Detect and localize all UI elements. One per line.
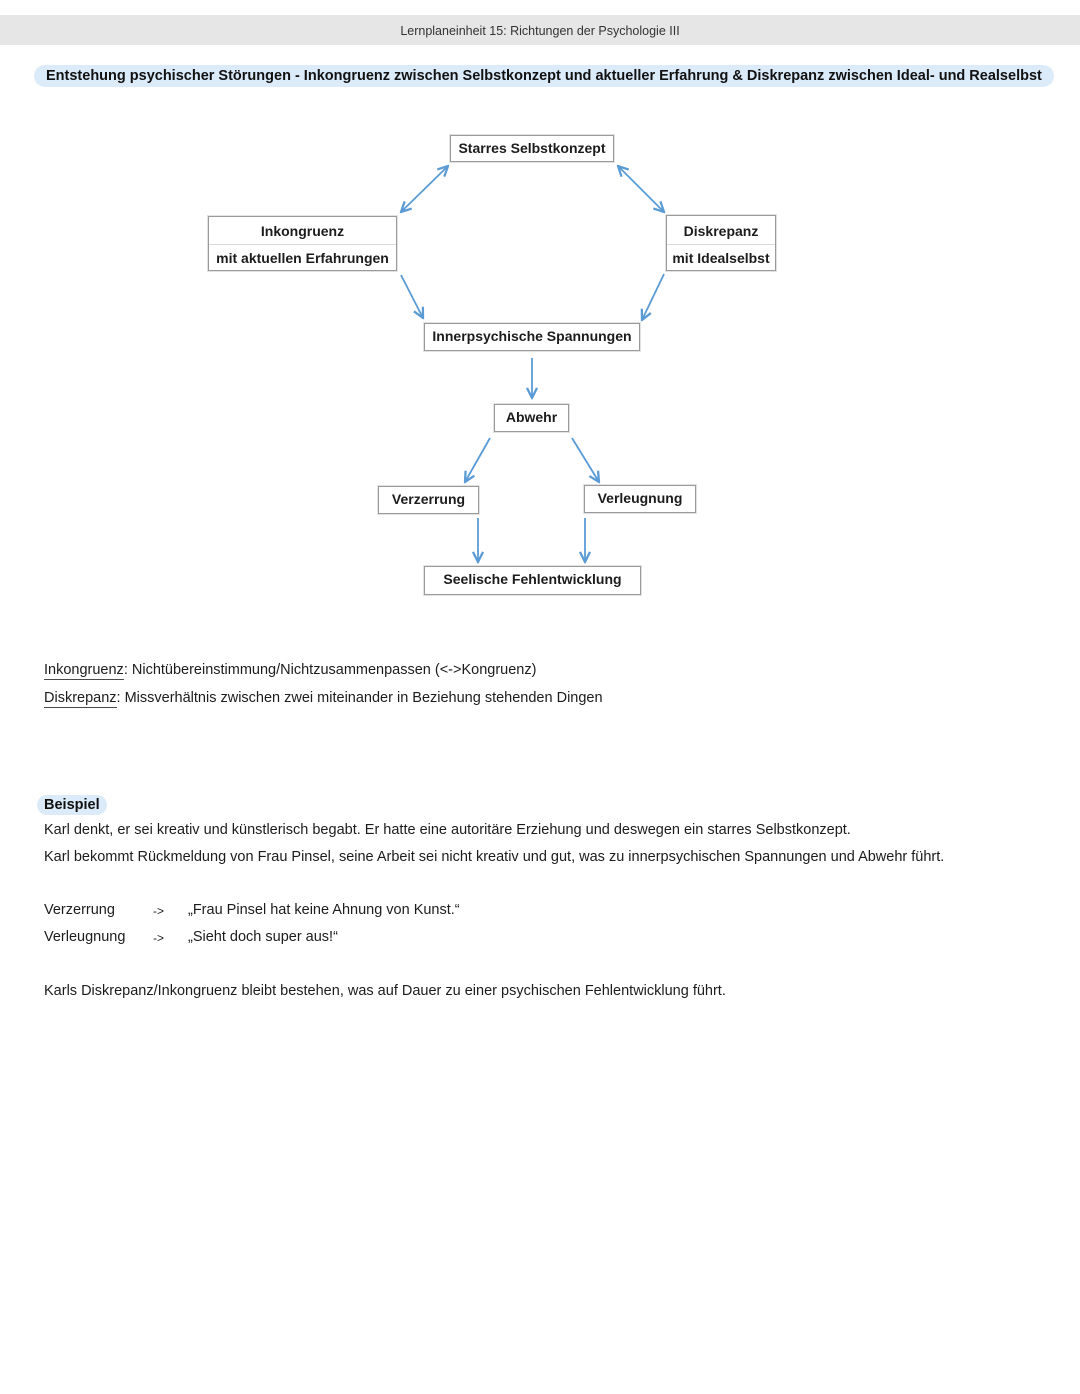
mechanism-quote: „Frau Pinsel hat keine Ahnung von Kunst.“ bbox=[188, 902, 460, 918]
definition-term: Inkongruenz bbox=[44, 662, 124, 678]
example-conclusion: Karls Diskrepanz/Inkongruenz bleibt bestehen, was auf Dauer zu einer psychischen Fehlentwicklung führt. bbox=[44, 983, 726, 999]
node-inkongruenz-line1: Inkongruenz bbox=[260, 223, 345, 239]
node-verzerrung: Verzerrung bbox=[378, 486, 479, 514]
node-seelische-fehlentwicklung: Seelische Fehlentwicklung bbox=[424, 566, 641, 595]
arrow-inkongruenz-spannungen bbox=[401, 275, 423, 318]
diagram-arrows bbox=[0, 0, 1080, 620]
node-innerpsychische-spannungen: Innerpsychische Spannungen bbox=[424, 323, 640, 351]
arrow-abwehr-verzerrung bbox=[465, 438, 490, 482]
definitions bbox=[44, 659, 603, 715]
mechanism-quote: „Sieht doch super aus!“ bbox=[188, 929, 338, 945]
mechanism-arrow: -> bbox=[153, 904, 165, 918]
example-label: Beispiel bbox=[37, 795, 107, 815]
node-verleugnung: Verleugnung bbox=[584, 485, 696, 513]
arrow-selbstkonzept-inkongruenz bbox=[401, 166, 448, 212]
arrow-diskrepanz-spannungen bbox=[642, 274, 664, 320]
node-abwehr: Abwehr bbox=[494, 404, 569, 432]
page-header-title: Lernplaneinheit 15: Richtungen der Psychologie III bbox=[400, 24, 680, 38]
arrow-selbstkonzept-diskrepanz bbox=[618, 166, 664, 212]
node-inkongruenz bbox=[208, 216, 397, 271]
definition-diskrepanz bbox=[44, 687, 603, 715]
example-line-1: Karl denkt, er sei kreativ und künstlerisch begabt. Er hatte eine autoritäre Erziehung und deswegen ein starres Selbstkonzept. bbox=[44, 822, 851, 838]
mechanism-name: Verzerrung bbox=[44, 902, 115, 918]
definition-inkongruenz bbox=[44, 659, 603, 687]
example-line-2: Karl bekommt Rückmeldung von Frau Pinsel, seine Arbeit sei nicht kreativ und gut, was zu innerpsychischen Spannungen und Abwehr führt. bbox=[44, 849, 945, 865]
node-inkongruenz-line2: mit aktuellen Erfahrungen bbox=[209, 244, 396, 271]
section-title: Entstehung psychischer Störungen - Inkongruenz zwischen Selbstkonzept und aktueller Erfahrung & Diskrepanz zwischen Ideal- und Realselbst bbox=[34, 65, 1054, 87]
definition-term: Diskrepanz bbox=[44, 690, 117, 706]
node-diskrepanz-line2: mit Idealselbst bbox=[667, 244, 775, 271]
definition-text: : Nichtübereinstimmung/Nichtzusammenpassen (<->Kongruenz) bbox=[123, 662, 537, 678]
arrow-abwehr-verleugnung bbox=[572, 438, 599, 482]
node-starres-selbstkonzept: Starres Selbstkonzept bbox=[450, 135, 614, 162]
mechanism-arrow: -> bbox=[153, 931, 165, 945]
node-diskrepanz-line1: Diskrepanz bbox=[683, 223, 759, 239]
definition-text: : Missverhältnis zwischen zwei miteinander in Beziehung stehenden Dingen bbox=[116, 690, 603, 706]
node-diskrepanz bbox=[666, 215, 776, 271]
flow-diagram bbox=[0, 0, 1080, 620]
mechanism-name: Verleugnung bbox=[44, 929, 126, 945]
